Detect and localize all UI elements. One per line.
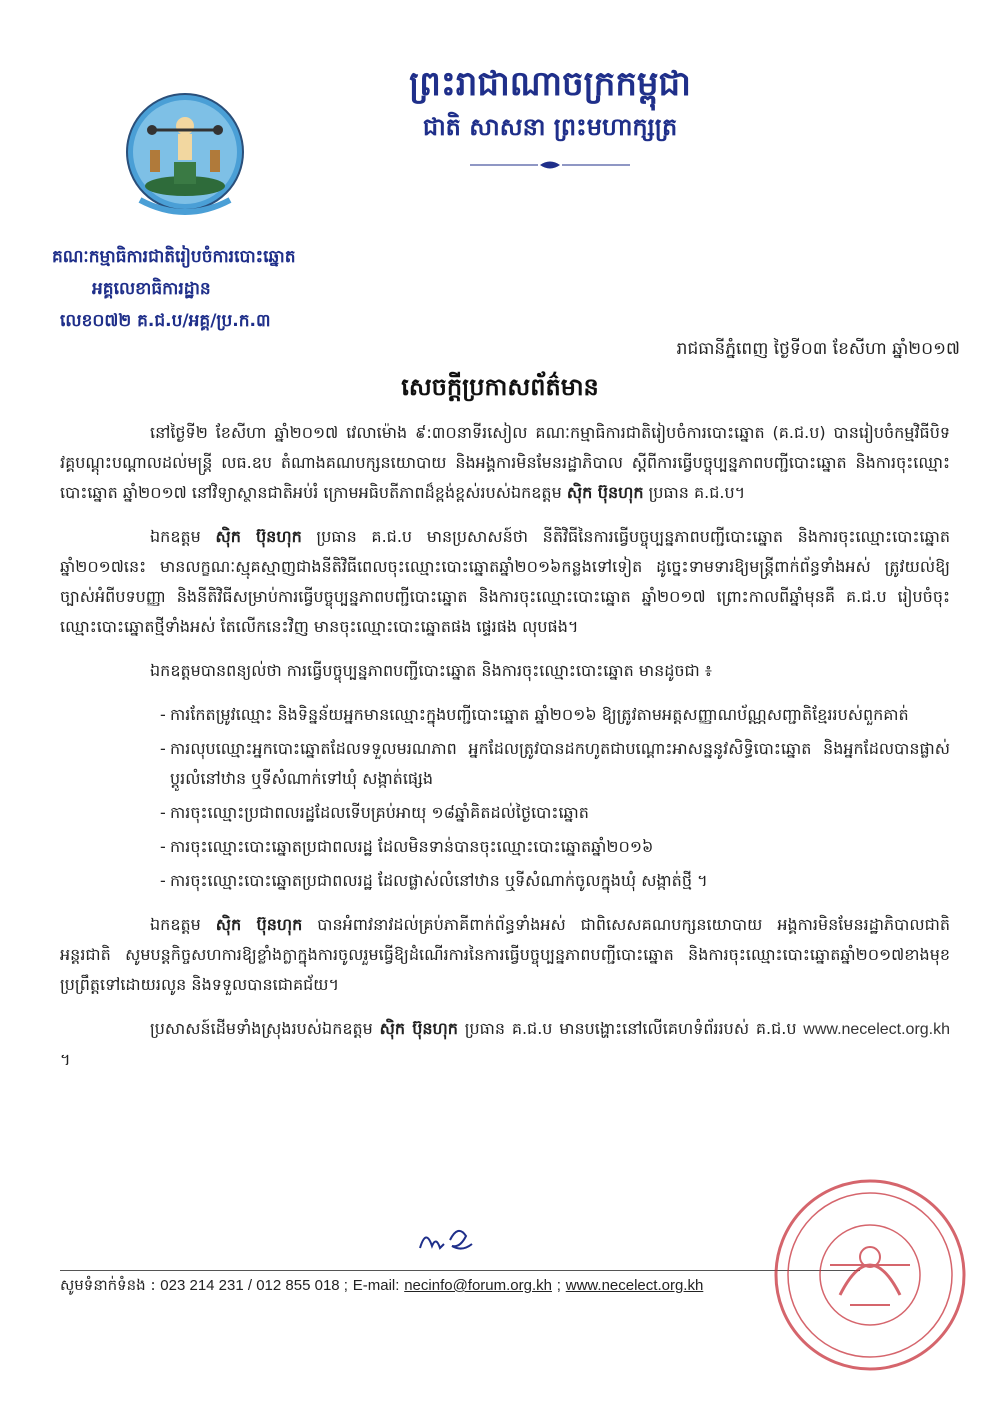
paragraph-3 [60,910,950,1000]
email-label: E-mail: [352,1277,400,1294]
footer-website-link[interactable]: www.necelect.org.kh [565,1277,704,1294]
list-intro: ឯកឧត្តមបានពន្យល់ថា ការធ្វើបច្ចុប្បន្នភាពបញ្ជីបោះឆ្នោត និងការចុះឈ្មោះបោះឆ្នោត មានដូចជា ៖ [150,661,712,680]
activity-list [60,700,950,896]
contact-label: សូមទំនាក់ទំនង : [60,1276,156,1294]
paragraph-1-end: ប្រធាន គ.ជ.ប។ [648,483,746,502]
list-dash: - [160,803,166,822]
list-item [60,700,950,730]
paragraph-1-text: នៅថ្ងៃទី២ ខែសីហា ឆ្នាំ២០១៧ វេលាម៉ោង ៩:៣០នាទីរសៀល គណៈកម្មាធិការជាតិរៀបចំការបោះឆ្នោត (គ.ជ.ប) បានរៀបចំកម្មវិធីបិទវគ្គបណ្តុះបណ្តាលដល់មន្ត្រី លធ.ឧប តំណាងគណបក្សនយោបាយ និងអង្គការមិនមែនរដ្ឋាភិបាល ស្តីពីការធ្វើបច្ចុប្បន្នភាពបញ្ជីបោះឆ្នោត និងការចុះឈ្មោះបោះឆ្នោត ឆ្នាំ២០១៧ នៅវិទ្យាស្ថានជាតិអប់រំ ក្រោមអធិបតីភាពដ៏ខ្ពង់ខ្ពស់របស់ឯកឧត្តម [60,423,950,502]
kingdom-title: ព្រះរាជាណាចក្រកម្ពុជា [409,64,691,104]
reference-number: លេខ០៧២ គ.ជ.ប/អគ្គ/ប្រ.ក.៣ [60,311,271,331]
paragraph-2 [60,522,950,642]
list-dash: - [160,705,166,724]
chairman-name: ស៊ិក ប៊ុនហុក [215,527,302,546]
list-item-text: ការចុះឈ្មោះបោះឆ្នោតប្រជាពលរដ្ឋ ដែលមិនទាន់បានចុះឈ្មោះបោះឆ្នោតឆ្នាំ២០១៦ [170,837,654,856]
website-link[interactable]: www.necelect.org.kh [803,1021,951,1038]
footer-separator: ; [556,1277,561,1294]
list-item-text: ការកែតម្រូវឈ្មោះ និងទិន្នន័យអ្នកមានឈ្មោះក្នុងបញ្ជីបោះឆ្នោត ឆ្នាំ២០១៦ ឱ្យត្រូវតាមអត្តសញ្ញាណប័ណ្ណសញ្ជាតិខ្មែររបស់ពួកគាត់ [170,705,909,724]
list-item [60,734,950,794]
paragraph-1 [60,418,950,508]
paragraph-4-end: ។ [60,1050,71,1069]
chairman-name: ស៊ិក ប៊ុនហុក [215,915,303,934]
paragraph-3-start: ឯកឧត្តម [150,915,201,934]
chairman-name: ស៊ិក ប៊ុនហុក [566,483,644,502]
list-item-text: ការលុបឈ្មោះអ្នកបោះឆ្នោតដែលទទួលមរណភាព អ្នកដែលត្រូវបានដកហូតជាបណ្តោះអាសន្ននូវសិទ្ធិបោះឆ្នោត និងអ្នកដែលបានផ្លាស់ប្តូរលំនៅឋាន ឬទីសំណាក់ទៅឃុំ សង្កាត់ផ្សេង [170,739,950,788]
list-item-text: ការចុះឈ្មោះបោះឆ្នោតប្រជាពលរដ្ឋ ដែលផ្លាស់លំនៅឋាន ឬទីសំណាក់ចូលក្នុងឃុំ សង្កាត់ថ្មី ។ [170,871,708,890]
secretariat-name: អគ្គលេខាធិការដ្ឋាន [92,279,211,299]
list-dash: - [160,739,166,758]
nec-logo [122,90,248,224]
list-item [60,866,950,896]
paragraph-2-text: ប្រធាន គ.ជ.ប មានប្រសាសន៍ថា នីតិវិធីនៃការធ្វើបច្ចុប្បន្នភាពបញ្ជីបោះឆ្នោត និងការចុះឈ្មោះបោះឆ្នោត ឆ្នាំ២០១៧នេះ មានលក្ខណៈស្មុគស្មាញជាងនីតិវិធីពេលចុះឈ្មោះបោះឆ្នោតឆ្នាំ២០១៦កន្លងទៅទៀត ដូច្នេះទាមទារឱ្យមន្ត្រីពាក់ព័ន្ធទាំងអស់ ត្រូវយល់ឱ្យច្បាស់អំពីបទបញ្ញា និងនីតិវិធីសម្រាប់ការធ្វើបច្ចុប្បន្នភាពបញ្ជីបោះឆ្នោត និងការចុះឈ្មោះបោះឆ្នោត ឆ្នាំ២០១៧ ព្រោះកាលពីឆ្នាំមុនគឺ គ.ជ.ប រៀបចំចុះឈ្មោះបោះឆ្នោតថ្មីទាំងអស់ តែលើកនេះវិញ មានចុះឈ្មោះបោះឆ្នោតផង ផ្ទេរផង លុបផង។ [60,527,950,636]
list-dash: - [160,837,166,856]
divider-ornament [470,158,630,172]
official-seal [770,1175,970,1375]
paragraph-4 [60,1014,950,1075]
document-title: សេចក្តីប្រកាសព័ត៌មាន [401,373,599,401]
document-body [60,418,950,1089]
list-dash: - [160,871,166,890]
list-item [60,832,950,862]
place-and-date: រាជធានីភ្នំពេញ ថ្ងៃទី០៣ ខែសីហា ឆ្នាំ២០១៧ [676,339,960,359]
footer-divider [60,1270,860,1271]
phone-numbers: 023 214 231 / 012 855 018 ; [160,1277,348,1294]
email-link[interactable]: necinfo@forum.org.kh [404,1277,552,1294]
paragraph-2-start: ឯកឧត្តម [150,527,201,546]
list-item-text: ការចុះឈ្មោះប្រជាពលរដ្ឋដែលទើបគ្រប់អាយុ ១៨ឆ្នាំគិតដល់ថ្ងៃបោះឆ្នោត [170,803,589,822]
paragraph-4-text: ប្រធាន គ.ជ.ប មានបង្ហោះនៅលើគេហទំព័ររបស់ គ.ជ.ប [464,1019,797,1038]
list-item [60,798,950,828]
committee-name: គណៈកម្មាធិការជាតិរៀបចំការបោះឆ្នោត [52,247,296,267]
chairman-name: ស៊ិក ប៊ុនហុក [379,1019,458,1038]
paragraph-3-text: បានអំពាវនាវដល់គ្រប់ភាគីពាក់ព័ន្ធទាំងអស់ ជាពិសេសគណបក្សនយោបាយ អង្គការមិនមែនរដ្ឋាភិបាលជាតិ អន្តរជាតិ សូមបន្តកិច្ចសហការឱ្យខ្លាំងក្លាក្នុងការចូលរួមធ្វើឱ្យដំណើរការនៃការធ្វើបច្ចុប្បន្នភាពបញ្ជីបោះឆ្នោត និងការចុះឈ្មោះបោះឆ្នោតឆ្នាំ២០១៧ខាងមុខ ប្រព្រឹត្តទៅដោយរលូន និងទទួលបានជោគជ័យ។ [60,915,950,994]
signature [416,1218,476,1258]
paragraph-4-start: ប្រសាសន៍ដើមទាំងស្រុងរបស់ឯកឧត្តម [150,1019,373,1038]
kingdom-motto: ជាតិ សាសនា ព្រះមហាក្សត្រ [422,113,678,141]
